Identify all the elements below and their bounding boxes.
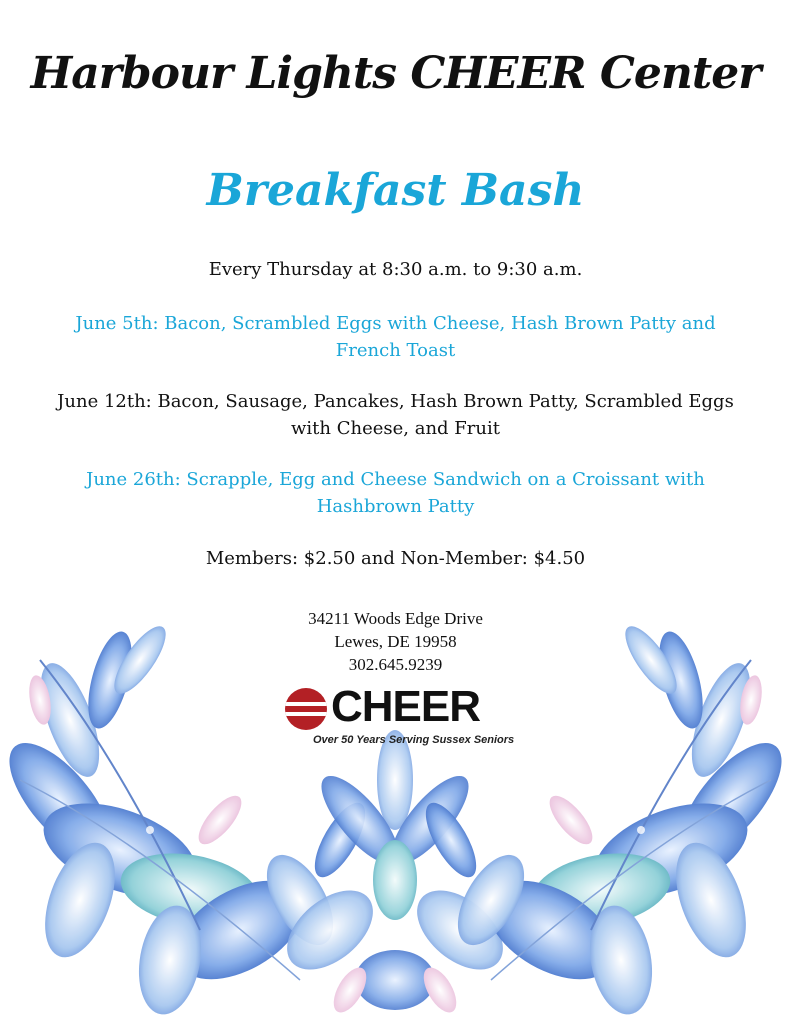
page-title: Harbour Lights CHEER Center (30, 48, 761, 99)
logo-emblem-icon (285, 688, 327, 730)
menu-line: June 12th: Bacon, Sausage, Pancakes, Hash Brown Patty, Scrambled Eggs (57, 391, 734, 412)
event-title: Breakfast Bash (206, 165, 585, 216)
menu-line: Hashbrown Patty (316, 496, 475, 517)
address-city: Lewes, DE 19958 (334, 632, 457, 651)
logo-tagline: Over 50 Years Serving Sussex Seniors (313, 734, 515, 746)
address-street: 34211 Woods Edge Drive (308, 609, 483, 628)
menu-line: with Cheese, and Fruit (291, 418, 500, 439)
menu-line: French Toast (335, 340, 456, 361)
menu-line: June 5th: Bacon, Scrambled Eggs with Cheese, Hash Brown Patty and (75, 313, 716, 334)
menu-item-june-5 (40, 310, 751, 364)
menu-line: June 26th: Scrapple, Egg and Cheese Sandwich on a Croissant with (86, 469, 705, 490)
cheer-logo (285, 682, 515, 748)
phone-number: 302.645.9239 (348, 655, 443, 674)
pricing-text: Members: $2.50 and Non-Member: $4.50 (205, 548, 586, 569)
logo-wordmark: CHEER (331, 682, 481, 731)
schedule-text: Every Thursday at 8:30 a.m. to 9:30 a.m. (208, 259, 583, 280)
menu-item-june-12 (40, 388, 751, 442)
address-block (0, 607, 791, 676)
menu-item-june-26 (40, 466, 751, 520)
